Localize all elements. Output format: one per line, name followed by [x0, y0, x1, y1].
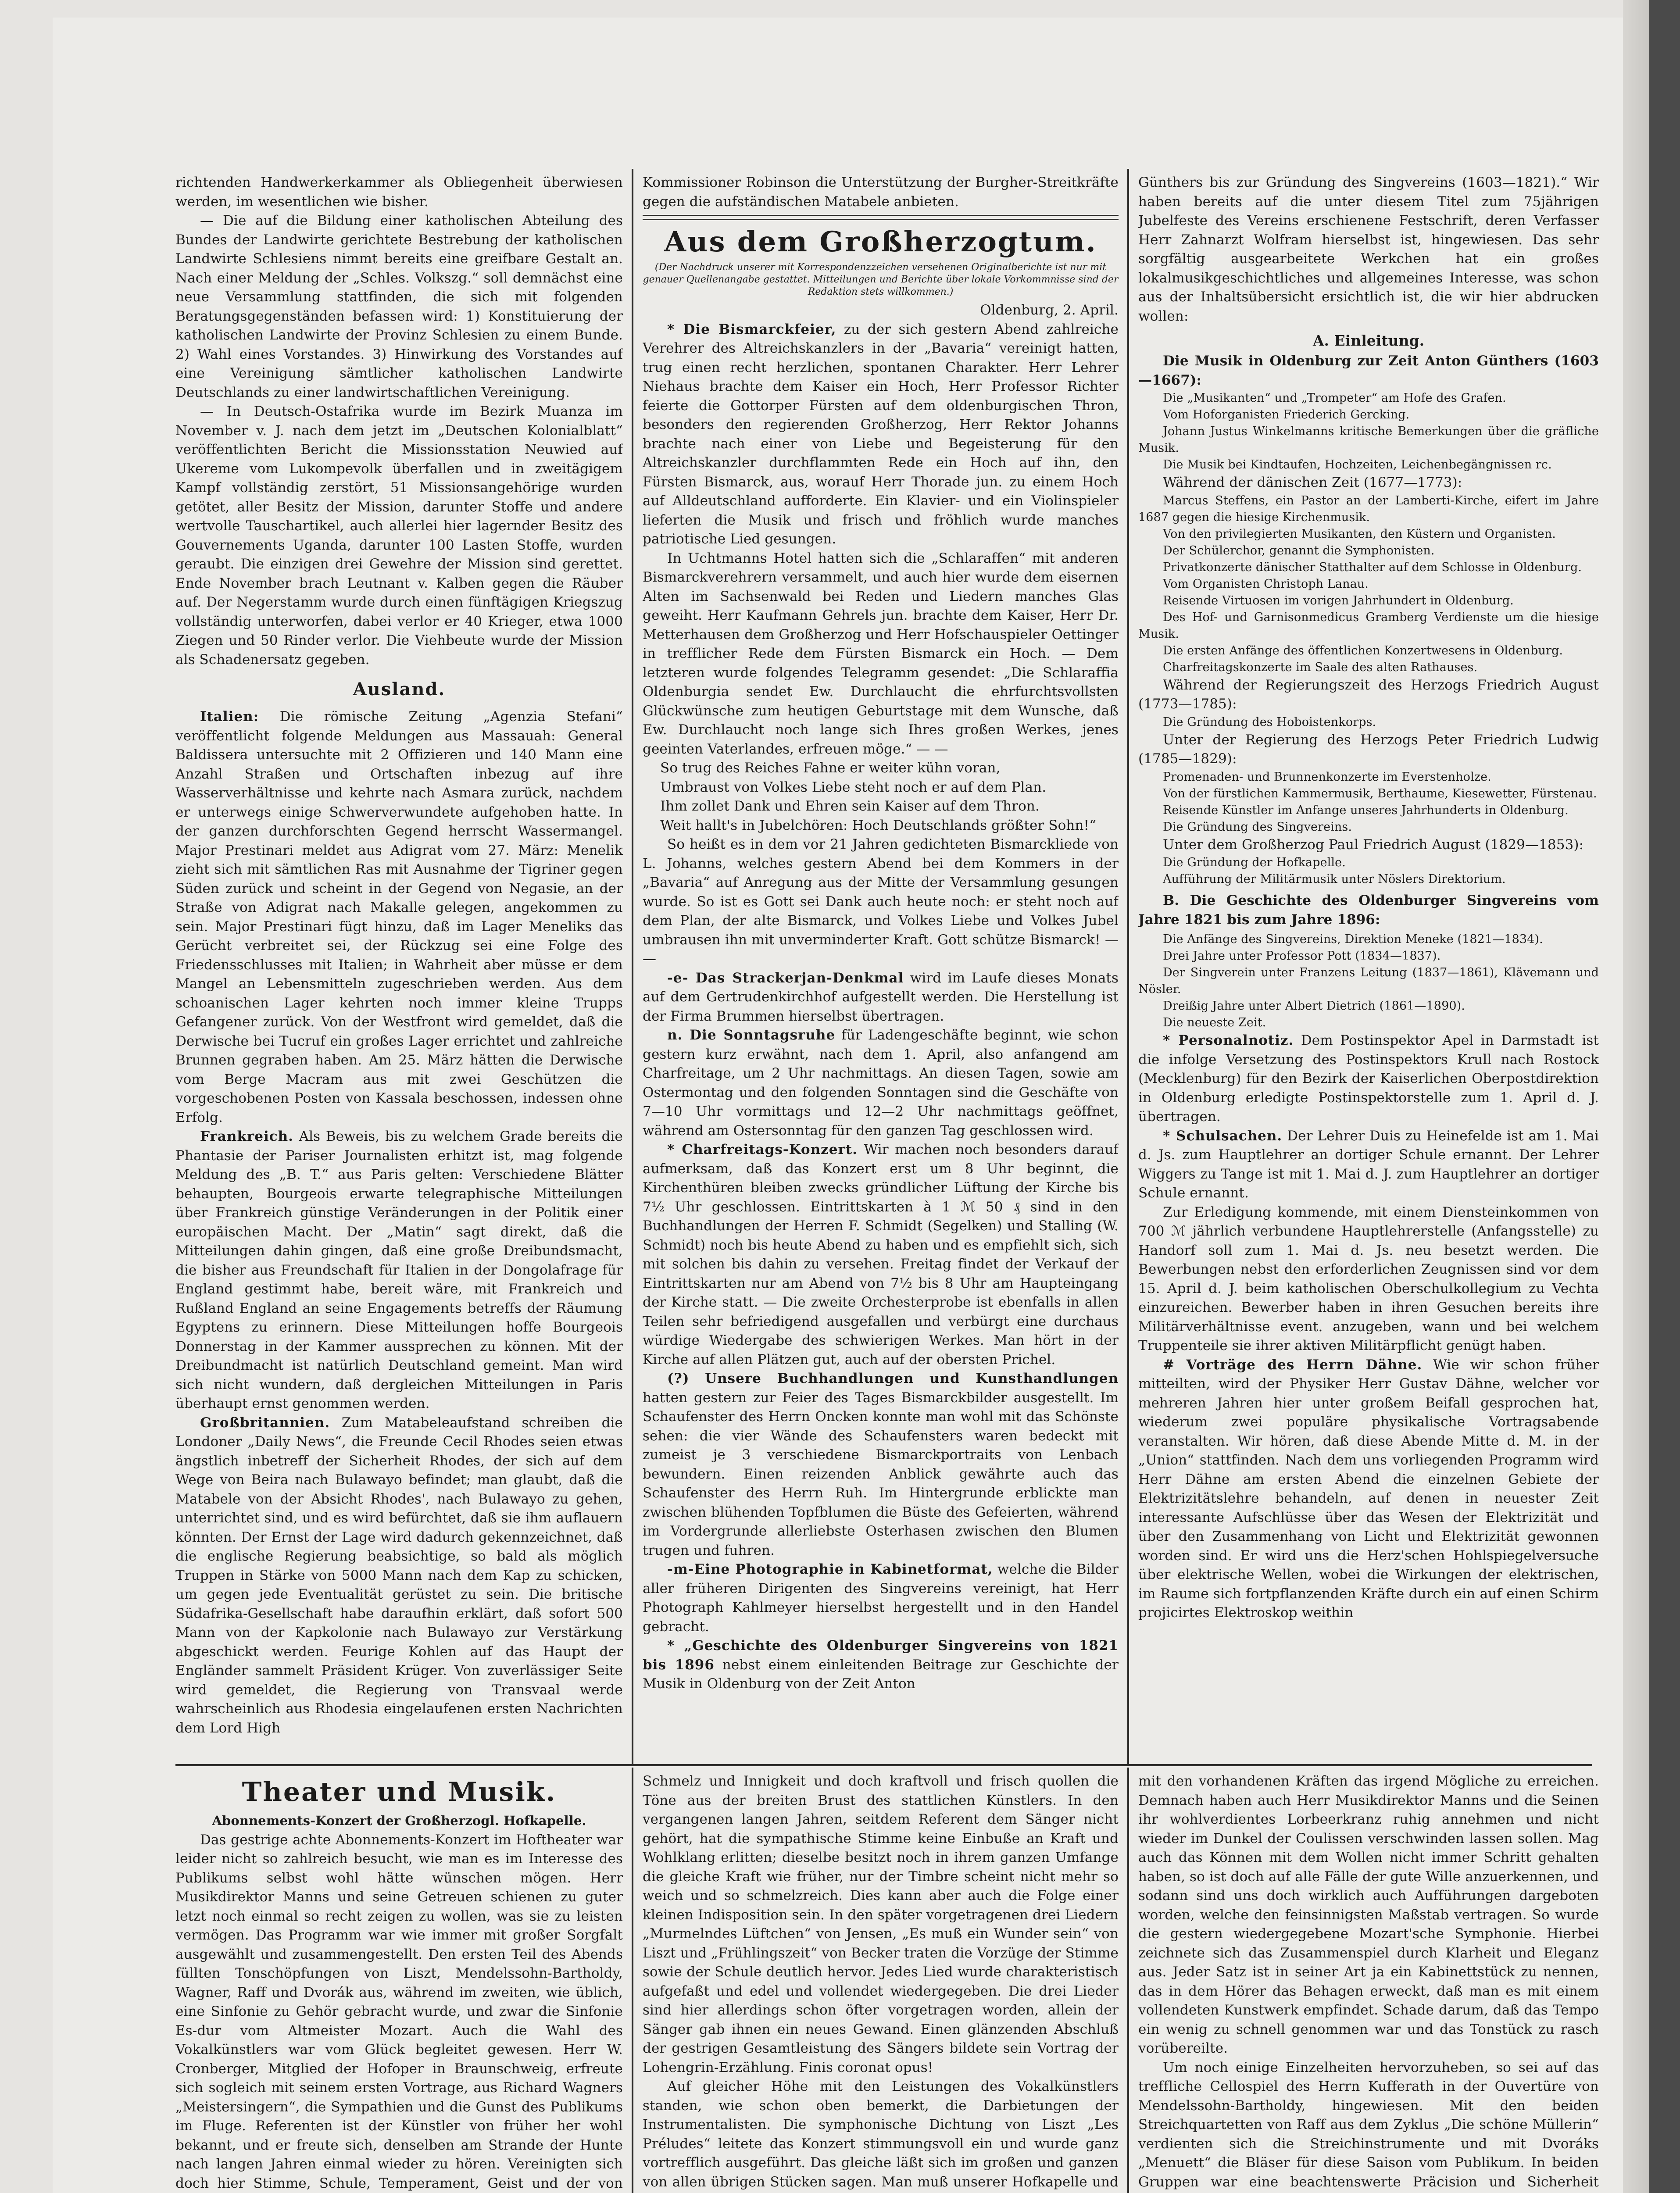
paragraph: Um noch einige Einzelheiten hervorzuheben, so sei auf das treffliche Cellospiel des Herrn Kufferath in der Ouvertüre von Mendelssohn-Bartholdy, hingewiesen. Mit den beiden Streichquartetten von Raff aus dem Zyklus „Die schöne Müllerin“ verdienten sich die Streichinstrumente und mit Dvoráks „Menuett“ die Bläser für diese Saison vom Publikum. In beiden Gruppen war eine beachtenswerte Präcision und Sicherheit [1138, 2059, 1599, 2190]
subheading: A. Einleitung. [1312, 332, 1425, 349]
toc-entry: Johann Justus Winkelmanns kritische Bemerkungen über die gräfliche Musik. [1138, 425, 1599, 455]
concert-subtitle: Abonnements-Konzert der Großherzogl. Hofkapelle. [212, 1813, 586, 1828]
toc-entry: Charfreitagskonzerte im Saale des alten Rathauses. [1163, 660, 1478, 674]
paragraph-text: zu der sich gestern Abend zahlreiche Verehrer des Altreichskanzlers in der „Bavaria“ vereinigt hatten, trug einen recht herzlichen, spontanen Charakter. Herr Lehrer Niehaus brachte dem Kaiser ein Hoch, Herr Professor Richter feierte die Gottorper Fürsten auf dem oldenburgischen Thron, besonders den regierenden Großherzog, Herr Rektor Johanns brachte nach einer von Liebe und Begeisterung für den Altreichskanzler durchflammten Rede ein Hoch auf ihn, den Fürsten Bismarck, aus, worauf Herr Thorade jun. zu einem Hoch auf Alldeutschland aufforderte. Ein Klavier- und ein Violinspieler lieferten die Musik und frisch und fröhlich wurde manches patriotische Lied gesungen. [643, 321, 1119, 547]
paragraph: Auf gleicher Höhe mit den Leistungen des Vokalkünstlers standen, wie schon oben bemerkt, die Darbietungen der Instrumentalisten. Die symphonische Dichtung von Liszt „Les Préludes“ leitete das Konzert stimmungsvoll ein und wurde ganz vortrefflich ausgeführt. Das gleiche läßt sich im großen und ganzen von allen übrigen Stücken sagen. Man muß unserer Hofkapelle und [643, 2079, 1119, 2190]
verse-line: Weit hallt's in Jubelchören: Hoch Deutschlands größter Sohn!“ [660, 817, 1097, 833]
toc-group: Während der Regierungszeit des Herzogs Friedrich August (1773—1785): [1138, 677, 1599, 712]
toc-entry: Der Schülerchor, genannt die Symphonisten. [1163, 543, 1435, 557]
paragraph-text: für Ladengeschäfte beginnt, wie schon gestern kurz erwähnt, nach dem 1. April, also anfangend am Charfreitage, um 2 Uhr nachmittags. An diesen Tagen, sowie am Ostermontag und den folgenden Sonntagen sind die Geschäfte von 7—10 Uhr vormittags und 12—2 Uhr nachmittags geöffnet, während am Ostersonntag für den ganzen Tag geschlossen wird. [643, 1027, 1119, 1139]
toc-entry: Die „Musikanten“ und „Trompeter“ am Hofe des Grafen. [1163, 391, 1506, 405]
section-title-grossherzogtum: Aus dem Großherzogtum. [664, 225, 1097, 258]
toc-entry: Die ersten Anfänge des öffentlichen Konzertwesens in Oldenburg. [1163, 643, 1563, 657]
toc-entry: Von der fürstlichen Kammermusik, Berthaume, Kiesewetter, Fürstenau. [1163, 786, 1597, 800]
column-rule-2 [1127, 169, 1129, 1765]
column-rule-4 [1127, 1768, 1129, 2193]
subheading: B. Die Geschichte des Oldenburger Singvereins vom Jahre 1821 bis zum Jahre 1896: [1138, 893, 1599, 928]
toc-entry: Aufführung der Militärmusik unter Nöslers Direktorium. [1163, 872, 1506, 886]
verse-line: Umbraust von Volkes Liebe steht noch er auf dem Plan. [660, 779, 1047, 795]
toc-entry: Privatkonzerte dänischer Statthalter auf dem Schlosse in Oldenburg. [1163, 560, 1582, 574]
paragraph-text: nebst einem einleitenden Beitrage zur Geschichte der Musik in Oldenburg von der Zeit Anton [643, 1657, 1119, 1692]
paragraph: Zur Erledigung kommende, mit einem Diensteinkommen von 700 ℳ jährlich verbundene Hauptlehrerstelle (Anfangsstelle) zu Handorf soll zum 1. Mai d. Js. neu besetzt werden. Die Bewerbungen nebst den erforderlichen Zeugnissen sind vor dem 15. April d. J. beim katholischen Oberschulkollegium zu Vechta einzureichen. Bewerber haben in ihren Gesuchen bereits ihre Militärverhältnisse event. anzugeben, wann und bei welchem Truppenteile sie ihrer aktiven Militärpflicht genügt haben. [1138, 1204, 1599, 1354]
toc-entry: Vom Hoforganisten Friederich Gercking. [1163, 408, 1410, 421]
paragraph: Kommissioner Robinson die Unterstützung der Burgher-Streitkräfte gegen die aufständischen Matabele anbieten. [643, 175, 1119, 210]
item-head: Frankreich. [200, 1129, 293, 1144]
paragraph: Günthers bis zur Gründung des Singvereins (1603—1821).“ Wir haben bereits auf die unter diesem Titel zum 75jährigen Jubelfeste des Vereins erschienene Festschrift, deren Verfasser Herr Zahnarzt Wolfram hierselbst ist, hingewiesen. Das sehr sorgfältig ausgearbeitete Werkchen hat ein großes lokalmusikgeschichtliches und allgemeines Interesse, was schon aus der Inhaltsübersicht ersichtlich ist, die wir hier abdrucken wollen: [1138, 175, 1599, 324]
toc-entry: Die neueste Zeit. [1163, 1016, 1266, 1029]
paragraph-text: hatten gestern zur Feier des Tages Bismarckbilder ausgestellt. Im Schaufenster des Herrn Oncken konnte man wohl mit das Schönste sehen: die vier Wände des Schaufensters waren bedeckt mit zumeist je 3 verschiedene Bismarckportraits von Lenbach bewundern. Einen reizenden Anblick gewährte auch das Schaufenster des Herrn Ruh. Im Hintergrunde erblickte man zwischen blühenden Topfblumen die Büste des Gefeierten, während im Vordergrunde allerliebste Osterhasen zwischen den Blumen trugen und fuhren. [643, 1389, 1119, 1558]
theater-column-1 [175, 1772, 623, 2193]
paragraph: richtenden Handwerkerkammer als Obliegenheit überwiesen werden, im wesentlichen wie bisher. [175, 175, 623, 210]
item-head: n. Die Sonntagsruhe [667, 1027, 836, 1043]
toc-entry: Vom Organisten Christoph Lanau. [1163, 577, 1369, 591]
toc-entry: Dreißig Jahre unter Albert Dietrich (1861—1890). [1163, 999, 1465, 1013]
theater-column-2 [643, 1772, 1119, 2193]
paragraph: mit den vorhandenen Kräften das irgend Mögliche zu erreichen. Demnach haben auch Herr Musikdirektor Manns und die Seinen ihr wohlverdientes Lorbeerkranz ruhig annehmen und nicht wieder im Dunkel der Coulissen verschwinden lassen sollen. Mag auch das Können mit dem Wollen nicht immer Schritt gehalten haben, so ist doch auf alle Fälle der gute Wille anzuerkennen, und sodann sind uns doch wirklich auch Aufführungen dargeboten worden, welche den feinsinnigsten Maßstab vertragen. So wurde die gestern wiedergegebene Mozart'sche Symphonie. Hierbei zeichnete sich das Zusammenspiel durch Klarheit und Eleganz aus. Jeder Satz ist in seiner Art ja ein Kabinettstück zu nennen, das in dem Hörer das Behagen erweckt, daß man es mit einem vollendeten Kunstwerk empfindet. Schade darum, daß das Tempo ein wenig zu schnell genommen war und das Tonstück zu rasch vorübereilte. [1138, 1773, 1599, 2056]
toc-entry: Die Musik bei Kindtaufen, Hochzeiten, Leichenbegängnissen rc. [1163, 458, 1552, 471]
toc-entry: Marcus Steffens, ein Pastor an der Lamberti-Kirche, eifert im Jahre 1687 gegen die hiesige Kirchenmusik. [1138, 493, 1599, 524]
toc-group: Während der dänischen Zeit (1677—1773): [1163, 475, 1462, 490]
paragraph: In Uchtmanns Hotel hatten sich die „Schlaraffen“ mit anderen Bismarckverehrern versammelt, und auch hier wurde dem eisernen Alten im Sachsenwald bei Reden und Liedern manches Glas geweiht. Herr Kaufmann Gehrels jun. brachte dem Kaiser, Herr Dr. Metterhausen dem Großherzog und Herr Hofschauspieler Oettinger in trefflicher Rede dem Fürsten Bismarck ein Hoch. — Dem letzteren wurde folgendes Telegramm gesendet: „Die Schlaraffia Oldenburgia sendet Ew. Durchlaucht die ehrfurchtsvollsten Glückwünsche zum heutigen Geburtstage mit dem Wunsche, daß Ew. Durchlaucht noch lange sich Ihres großen Werkes, jenes geeinten Vaterlandes, erfreuen möge.“ — — [643, 550, 1119, 757]
paragraph-text: welche die Bilder aller früheren Dirigenten des Singvereins vereinigt, hat Herr Photograph Kahlmeyer hierselbst hergestellt und in den Handel gebracht. [643, 1561, 1119, 1635]
paragraph-text: Die römische Zeitung „Agenzia Stefani“ veröffentlicht folgende Meldungen aus Massauah: General Baldissera untersuchte mit 2 Offizieren und 140 Mann eine Anzahl Straßen und Ortschaften inbezug auf ihre Wasserverhältnisse und kehrte nach Asmara zurück, nachdem er unterwegs einige Schwerverwundete aufgehoben hatte. In der ganzen durchforschten Gegend herrscht Wassermangel. Major Prestinari meldet aus Adigrat vom 27. März: Menelik zieht sich mit sämtlichen Ras mit Ausnahme der Tigriner gegen Süden zurück und scheint in der Gegend von Negasie, an der Straße von Adigrat nach Makalle gelegen, angekommen zu sein. Major Prestinari fügt hinzu, daß im Lager Meneliks das Gerücht verbreitet sei, der Rückzug sei eine Folge des Friedensschlusses mit Italien; in Wahrheit aber müsse er dem Mangel an Lebensmitteln zugeschrieben werden. Aus dem schoanischen Lager kehrten noch immer kleine Trupps Gefangener zurück. Von der Westfront wird gemeldet, daß die Derwische bei Tucruf ein großes Lager errichtet und zahlreiche Brunnen gegraben haben. Am 25. März hätten die Derwische vom Berge Macram aus mit zwei Geschützen die vorgeschobenen Posten von Kassala beschossen, indessen ohne Erfolg. [175, 709, 623, 1125]
toc-entry: Promenaden- und Brunnenkonzerte im Everstenholze. [1163, 770, 1491, 784]
toc-entry: Reisende Künstler im Anfange unseres Jahrhunderts in Oldenburg. [1163, 803, 1569, 817]
verse-line: So trug des Reiches Fahne er weiter kühn voran, [660, 760, 1001, 776]
toc-entry: Die Gründung des Singvereins. [1163, 820, 1352, 834]
toc-entry: Die Gründung der Hofkapelle. [1163, 856, 1346, 869]
paragraph: — Die auf die Bildung einer katholischen Abteilung des Bundes der Landwirte gerichtete Bestrebung der katholischen Landwirte Schlesiens nimmt bereits eine greifbare Gestalt an. Nach einer Meldung der „Schles. Volkszg.“ soll demnächst eine neue Versammlung stattfinden, die sich mit folgenden Beratungsgegenständen befassen wird: 1) Konstituierung der katholischen Landwirte der Provinz Schlesien zu einem Bunde. 2) Wahl eines Vorstandes. 3) Hinwirkung des Vorstandes auf eine Vereinigung sämtlicher katholischen Landwirte Deutschlands zu einer landwirtschaftlichen Vereinigung. [175, 213, 623, 400]
paragraph: Das gestrige achte Abonnements-Konzert im Hoftheater war leider nicht so zahlreich besucht, wie man es im Interesse des Publikums selbst wohl hätte wünschen mögen. Herr Musikdirektor Manns und seine Getreuen schienen zu guter letzt noch einmal so recht zeigen zu wollen, was sie zu leisten vermögen. Das Programm war wie immer mit großer Sorgfalt ausgewählt und zusammengestellt. Den ersten Teil des Abends füllten Tonschöpfungen von Liszt, Mendelssohn-Bartholdy, Wagner, Raff und Dvorák aus, während im zweiten, wie üblich, eine Sinfonie zu Gehör gebracht wurde, und zwar die Sinfonie Es-dur vom Altmeister Mozart. Auch die Wahl des Vokalkünstlers war vom Glück begleitet gewesen. Herr W. Cronberger, Mitglied der Hofoper in Braunschweig, erfreute sich sogleich mit seinem ersten Vortrage, aus Richard Wagners „Meistersingern“, die Sympathien und die Gunst des Publikums im Fluge. Referenten ist der Künstler von früher her wohl bekannt, und er freute sich, denselben am Strande der Hunte nach langen Jahren einmal wieder zu hören. Vereinigten sich doch hier Stimme, Schule, Temperament, Geist und der von [175, 1832, 623, 2191]
paragraph-text: Wir machen noch besonders darauf aufmerksam, daß das Konzert erst um 8 Uhr beginnt, die Kirchenthüren bleiben zwecks gründlicher Lüftung der Kirche bis 7½ Uhr geschlossen. Eintrittskarten à 1 ℳ 50 ₰ sind in den Buchhandlungen der Herren F. Schmidt (Segelken) und Stalling (W. Schmidt) noch bis heute Abend zu haben und es empfiehlt sich, sich mit solchen bis dahin zu versehen. Freitag findet der Verkauf der Eintrittskarten nur am Abend von 7½ bis 8 Uhr am Haupteingang der Kirche statt. — Die zweite Orchesterprobe ist ebenfalls in allen Teilen sehr befriedigend ausgefallen und verbürgt eine durchaus würdige Wiedergabe des schwierigen Werkes. Man hört in der Kirche auf allen Plätzen gut, auch auf der obersten Prichel. [643, 1142, 1119, 1368]
item-head: * Die Bismarckfeier, [667, 321, 836, 337]
item-head: # Vorträge des Herrn Dähne. [1163, 1357, 1423, 1373]
toc-entry: Von den privilegierten Musikanten, den Küstern und Organisten. [1163, 527, 1556, 541]
column-1 [175, 173, 623, 1761]
toc-entry: Die Anfänge des Singvereins, Direktion Meneke (1821—1834). [1163, 932, 1543, 946]
editorial-note: (Der Nachdruck unserer mit Korrespondenzzeichen versehenen Originalberichte ist nur mit genauer Quellenangabe gestattet. Mitteilungen und Berichte über lokale Vorkommnisse sind der Redaktion stets willkommen.) [643, 262, 1119, 297]
section-rule [175, 1764, 1592, 1766]
column-3 [1138, 173, 1599, 1761]
column-rule-3 [632, 1768, 633, 2193]
toc-entry: Der Singverein unter Franzens Leitung (1837—1861), Klävemann und Nösler. [1138, 966, 1599, 996]
item-head: Großbritannien. [200, 1414, 330, 1431]
scan-background [1649, 0, 1680, 2193]
paragraph-text: Zum Matabeleaufstand schreiben die Londoner „Daily News“, die Freunde Cecil Rhodes seien etwas ängstlich inbetreff der Sicherheit Rhodes, der sich auf dem Wege von Beira nach Bulawayo befindet; man glaubt, daß die Matabele von der Absicht Rhodes', nach Bulawayo zu gehen, unterrichtet sind, und es wird befürchtet, daß sie ihm auflauern könnten. Der Ernst der Lage wird dadurch gekennzeichnet, daß die englische Regierung beabsichtige, so bald als möglich Truppen in Stärke von 5000 Mann nach dem Kap zu schicken, um gegen jede Eventualität gerüstet zu sein. Die britische Südafrika-Gesellschaft habe daraufhin erklärt, daß sofort 500 Mann von der Kapkolonie nach Bulawayo zur Verstärkung abgeschickt werden. Feurige Kohlen auf das Haupt der Engländer sammelt Präsident Krüger. Von zuverlässiger Seite wird gemeldet, die Regierung von Transvaal werde wahrscheinlich aus Rhodesia eingelaufenen ersten Nachrichten dem Lord High [175, 1414, 623, 1736]
item-head: (?) Unsere Buchhandlungen und Kunsthandlungen [667, 1371, 1119, 1386]
section-heading-ausland: Ausland. [353, 679, 446, 700]
toc-entry: Reisende Virtuosen im vorigen Jahrhundert in Oldenburg. [1163, 593, 1514, 607]
verse-line: Ihm zollet Dank und Ehren sein Kaiser auf dem Thron. [660, 798, 1040, 814]
double-rule [643, 215, 1119, 220]
item-head: Italien: [200, 709, 259, 725]
paragraph-text: wird im Laufe dieses Monats auf dem Gertrudenkirchhof aufgestellt werden. Die Herstellung ist der Firma Brummen hierselbst übertragen. [643, 970, 1119, 1024]
paragraph: So heißt es in dem vor 21 Jahren gedichteten Bismarckliede von L. Johanns, welches gestern Abend bei dem Kommers in der „Bavaria“ auf Anregung aus der Mitte der Versammlung gesungen wurde. So ist es Gott sei Dank auch heute noch: er steht noch auf dem Plan, der alte Bismarck, und Volkes Liebe und Volkes Jubel umbrausen ihn mit unverminderter Kraft. Gott schütze Bismarck! — — [643, 836, 1119, 967]
toc-group: Die Musik in Oldenburg zur Zeit Anton Günthers (1603—1667): [1138, 353, 1599, 388]
section-title-theater: Theater und Musik. [242, 1777, 557, 1807]
paragraph-text: Als Beweis, bis zu welchem Grade bereits die Phantasie der Pariser Journalisten erhitzt ist, mag folgende Meldung des „B. T.“ aus Paris gelten: Verschiedene Blätter behaupten, Bourgeois erwarte telegraphische Mitteilungen über Frankreich günstige Veränderungen in der Politik einer europäischen Macht. Der „Matin“ sagt direkt, daß die Mitteilungen dahin gingen, daß eine große Dreibundsmacht, die bisher aus Freundschaft für Italien in der Dongolafrage für England gestimmt habe, bereit wäre, mit Frankreich und Rußland England an seine Engagements betreffs der Räumung Egyptens zu erinnern. Diese Mitteilungen hoffe Bourgeois Donnerstag in der Kammer aussprechen zu können. Mit der Dreibundmacht ist natürlich Deutschland gemeint. Man wird sich nicht wundern, daß dergleichen Mitteilungen in Paris überhaupt ernst genommen werden. [175, 1129, 623, 1411]
toc-group: Unter der Regierung des Herzogs Peter Friedrich Ludwig (1785—1829): [1138, 732, 1599, 767]
column-2 [643, 173, 1119, 1761]
paragraph: Schmelz und Innigkeit und doch kraftvoll und frisch quollen die Töne aus der breiten Brust des stattlichen Künstlers. In den vergangenen langen Jahren, seitdem Referent dem Sänger nicht gehört, hat die sympathische Stimme keine Einbuße an Kraft und Wohlklang erlitten; dieselbe besitzt noch in ihrem ganzen Umfange die gleiche Kraft wie früher, nur der Timbre scheint nicht mehr so weich und so schmelzreich. Dies kann aber auch die Folge einer kleinen Indisposition sein. In den später vorgetragenen drei Liedern „Murmelndes Lüftchen“ von Jensen, „Es muß ein Wunder sein“ von Liszt und „Frühlingszeit“ von Becker traten die Vorzüge der Stimme sowie der Schule deutlich hervor. Jedes Lied wurde charakteristisch aufgefaßt und edel und vollendet wiedergegeben. Die drei Lieder sind hier allerdings schon öfter vorgetragen worden, allein der Sänger gab ihnen ein neues Gewand. Einen glänzenden Abschluß der gestrigen Gesamtleistung des Sängers bildete sein Vortrag der Lohengrin-Erzählung. Finis coronat opus! [643, 1773, 1119, 2075]
theater-column-3 [1138, 1772, 1599, 2193]
paragraph: — In Deutsch-Ostafrika wurde im Bezirk Muanza im November v. J. nach dem jetzt im „Deutschen Kolonialblatt“ veröffentlichten Bericht die Missionsstation Neuwied auf Ukereme vom Lukompevolk überfallen und in zweitägigem Kampf vollständig zerstört, 51 Missionsangehörige wurden getötet, aller Besitz der Mission, darunter Stoffe und andere wertvolle Tauschartikel, auch allerlei hier lagernder Besitz des Gouvernements Uganda, darunter 100 Lasten Stoffe, wurden geraubt. Die einzigen drei Gewehre der Mission sind gerettet. Ende November brach Leutnant v. Kalben gegen die Räuber auf. Der Negerstamm wurde durch einen fünftägigen Kriegszug vollständig unterworfen, dabei verlor er 40 Krieger, etwa 1000 Ziegen und 50 Rinder verlor. Die Viehbeute wurde der Mission als Schadenersatz gegeben. [175, 404, 623, 668]
toc-entry: Drei Jahre unter Professor Pott (1834—1837). [1163, 949, 1441, 963]
page-edge [1623, 0, 1649, 2193]
column-rule-1 [632, 169, 633, 1765]
item-head: * Charfreitags-Konzert. [667, 1142, 858, 1157]
item-head: -m-Eine Photographie in Kabinetformat, [667, 1561, 993, 1577]
item-head: -e- Das Strackerjan-Denkmal [667, 970, 904, 986]
toc-entry: Die Gründung des Hoboistenkorps. [1163, 715, 1376, 729]
item-head: * „Geschichte des Oldenburger Singvereins von 1821 bis 1896 [643, 1638, 1119, 1673]
toc-entry: Des Hof- und Garnisonmedicus Gramberg Verdienste um die hiesige Musik. [1138, 610, 1599, 641]
paragraph-text: Der Lehrer Duis zu Heinefelde ist am 1. Mai d. Js. zum Hauptlehrer an dortiger Schule ernannt. Der Lehrer Wiggers zu Tange ist mit 1. Mai d. J. zum Hauptlehrer an dortiger Schule ernannt. [1138, 1128, 1599, 1201]
paragraph-text: Dem Postinspektor Apel in Darmstadt ist die infolge Versetzung des Postinspektors Krull nach Rostock (Mecklenburg) für den Bezirk der Kaiserlichen Oberpostdirektion in Oldenburg erledigte Postinspektorstelle zum 1. April d. J. übertragen. [1138, 1032, 1599, 1125]
paragraph-text: Wie wir schon früher mitteilten, wird der Physiker Herr Gustav Dähne, welcher vor mehreren Jahren hier unter großem Beifall gesprochen hat, wiederum zwei populäre physikalische Vortragsabende veranstalten. Wir hören, daß diese Abende Mitte d. M. in der „Union“ stattfinden. Nach dem uns vorliegenden Programm wird Herr Dähne am ersten Abend die einzelnen Gebiete der Elektrizitätslehre behandeln, auf denen in neuester Zeit interessante Aufschlüsse über das Wesen der Elektrizität und über den Zusammenhang von Licht und Elektrizität gewonnen worden sind. Er wird uns die Herz'schen Hohlspiegelversuche über elektrische Wellen, wobei die Wirkungen der elektrischen, im Raume sich fortpflanzenden Kräfte durch ein auf einen Schirm projicirtes Elektroskop weithin [1138, 1357, 1599, 1621]
dateline: Oldenburg, 2. April. [980, 302, 1119, 318]
toc-group: Unter dem Großherzog Paul Friedrich August (1829—1853): [1163, 836, 1584, 853]
item-head: * Schulsachen. [1163, 1128, 1283, 1144]
item-head: * Personalnotiz. [1163, 1032, 1294, 1048]
